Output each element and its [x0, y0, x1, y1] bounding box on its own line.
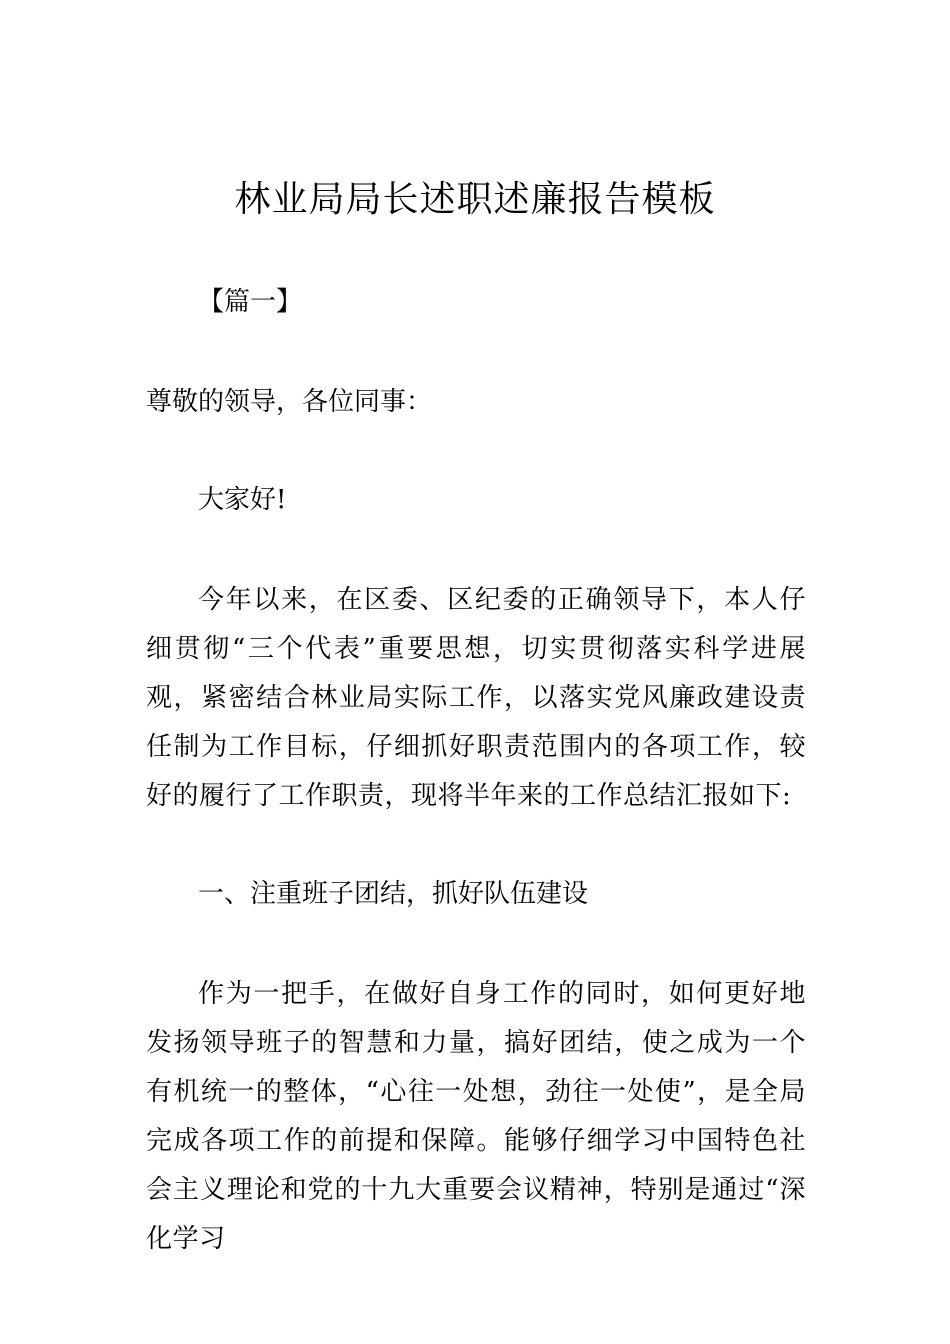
greeting: 大家好!	[198, 485, 287, 515]
paragraph-team-building: 作为一把手，在做好自身工作的同时，如何更好地发扬领导班子的智慧和力量，搞好团结，使之成为一个有机统一的整体，“心往一处想，劲往一处使”，是全局完成各项工作的前提和保障。能够仔细学习中国特色社会主义理论和党的十九大重要会议精神，特别是通过“深化学习	[146, 979, 806, 1254]
paragraph-intro: 今年以来，在区委、区纪委的正确领导下，本人仔细贯彻“三个代表”重要思想，切实贯彻落实科学进展观，紧密结合林业局实际工作，以落实党风廉政建设责任制为工作目标，仔细抓好职责范围内的各项工作，较好的履行了工作职责，现将半年来的工作总结汇报如下:	[146, 585, 806, 811]
salutation: 尊敬的领导，各位同事：	[146, 387, 433, 417]
section-label: 【篇一】	[198, 287, 303, 317]
section-heading-1: 一、注重班子团结，抓好队伍建设	[198, 879, 589, 909]
document-title: 林业局局长述职述廉报告模板	[234, 179, 716, 220]
